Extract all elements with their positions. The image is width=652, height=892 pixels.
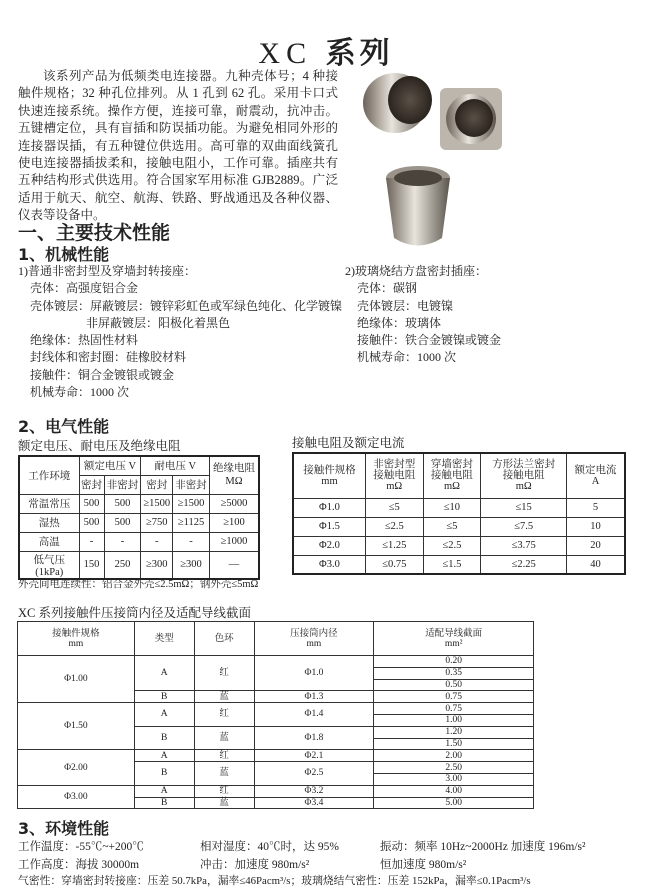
connector-product-photo xyxy=(350,58,510,253)
table-cell: 500 xyxy=(104,513,141,532)
table-row xyxy=(19,551,259,579)
table-row xyxy=(19,532,259,551)
wire-section-cell: 0.20 xyxy=(374,656,534,668)
spec-cell: Φ2.00 xyxy=(18,750,135,785)
table-cell: 10 xyxy=(567,517,625,536)
mech-spec-line: 非屏蔽镀层：阳极化着黑色 xyxy=(86,315,231,330)
env-airtightness: 气密性：穿墙密封转接座：压差 50.7kPa，漏率≤46Pacm³/s；玻璃烧结气密性：压差 152kPa，漏率≤0.1Pacm³/s xyxy=(18,875,531,887)
table-cell: 500 xyxy=(79,513,104,532)
table-cell: ≤2.5 xyxy=(365,517,423,536)
table-row xyxy=(19,494,259,513)
header-text: 接触电阻 xyxy=(502,470,545,482)
wire-section-cell: 4.00 xyxy=(374,785,534,797)
header-cell xyxy=(567,453,625,498)
header-text: 接触电阻 xyxy=(373,470,416,482)
type-cell: A xyxy=(134,703,194,727)
header-cell xyxy=(374,622,534,656)
header-text: mm xyxy=(306,638,322,649)
table-cell: ≤10 xyxy=(423,498,481,517)
env-temperature: 工作温度：-55℃~+200℃ xyxy=(18,841,144,853)
table-row xyxy=(18,703,534,715)
wire-section-cell: 0.35 xyxy=(374,667,534,679)
table-cell: 低气压(1kPa) xyxy=(19,551,79,579)
mech-spec-line: 壳体：高强度铝合金 xyxy=(30,281,139,296)
table-cell: ≤2.25 xyxy=(481,555,567,574)
mech-spec-line: 接触件：铁合金镀镍或镀金 xyxy=(357,333,502,348)
header-cell xyxy=(481,453,567,498)
header-cell xyxy=(254,622,374,656)
color-cell: 红 xyxy=(194,656,254,691)
table-cell: 高温 xyxy=(19,532,79,551)
mech-spec-line: 封线体和密封圈：硅橡胶材料 xyxy=(30,350,187,365)
mech-spec-line: 壳体：碳钢 xyxy=(357,281,418,296)
crimp-table-title: XC 系列接触件压接筒内径及适配导线截面 xyxy=(18,606,251,620)
table-row xyxy=(293,555,625,574)
header-text: mΩ xyxy=(443,481,460,493)
wire-section-cell: 0.75 xyxy=(374,691,534,703)
table-cell: — xyxy=(210,551,260,579)
header-cell xyxy=(365,453,423,498)
table-cell: 500 xyxy=(79,494,104,513)
table-cell: ≤1.25 xyxy=(365,536,423,555)
bore-cell: Φ3.2 xyxy=(254,785,374,797)
table-cell: 常温常压 xyxy=(19,494,79,513)
table-cell: Φ1.5 xyxy=(293,517,365,536)
header-text: 非密封型 xyxy=(373,459,416,471)
header-text: mΩ xyxy=(515,481,532,493)
bore-cell: Φ3.4 xyxy=(254,797,374,809)
wire-section-cell: 5.00 xyxy=(374,797,534,809)
table-cell: 250 xyxy=(104,551,141,579)
spec-cell: Φ1.50 xyxy=(18,703,135,750)
wire-section-cell: 0.75 xyxy=(374,703,534,715)
table-cell: ≤2.5 xyxy=(423,536,481,555)
mechanical-heading: 1、机械性能 xyxy=(18,245,110,264)
table-row xyxy=(18,656,534,668)
table-cell: ≥300 xyxy=(173,551,210,579)
table-cell: Φ2.0 xyxy=(293,536,365,555)
table-cell: ≤15 xyxy=(481,498,567,517)
crimp-table xyxy=(17,621,534,809)
color-cell: 蓝 xyxy=(194,691,254,703)
header-text: 穿墙密封 xyxy=(430,459,473,471)
header-cell xyxy=(18,622,135,656)
bore-cell: Φ1.0 xyxy=(254,656,374,691)
table-header-row xyxy=(293,453,625,498)
type-cell: A xyxy=(134,656,194,691)
table-row xyxy=(18,750,534,762)
env-acceleration: 恒加速度 980m/s² xyxy=(380,859,467,871)
table-cell: 150 xyxy=(79,551,104,579)
table-cell: Φ3.0 xyxy=(293,555,365,574)
intro-paragraph: 该系列产品为低频类电连接器。九种壳体号；4 种接触件规格；32 种孔位排列。从 1 孔到 62 孔。采用卡口式快速连接系统。操作方便，连接可靠，耐震动，抗冲击。五键槽定位，具有盲插和防误插功能。为避免相同外形的连接器误插，有五种键位供选用。高可靠的双曲面线簧孔使电连接器插拔柔和，接触电阻小，工作可靠。插座共有五种结构形式供选用。符合国家军用标准 GJB2889。广泛适用于航天、航空、航海、铁路、野战通迅及各种仪器、仪表等设备中。 xyxy=(18,69,338,223)
table-cell: ≥1500 xyxy=(173,494,210,513)
table-cell: - xyxy=(141,532,173,551)
table-cell: ≥300 xyxy=(141,551,173,579)
table-cell: ≤3.75 xyxy=(481,536,567,555)
color-cell: 红 xyxy=(194,703,254,727)
spec-cell: Φ3.00 xyxy=(18,785,135,809)
wire-section-cell: 0.50 xyxy=(374,679,534,691)
table-cell: ≤5 xyxy=(423,517,481,536)
table-cell: ≥5000 xyxy=(210,494,260,513)
table-cell: 40 xyxy=(567,555,625,574)
mech-spec-line: 机械寿命：1000 次 xyxy=(357,350,457,365)
wire-section-cell: 1.00 xyxy=(374,714,534,726)
header-cell xyxy=(134,622,194,656)
wire-section-cell: 2.00 xyxy=(374,750,534,762)
table-cell: ≤7.5 xyxy=(481,517,567,536)
table-cell: - xyxy=(104,532,141,551)
table-row xyxy=(18,785,534,797)
header-text: 额定电流 xyxy=(574,464,617,476)
header-cell xyxy=(194,622,254,656)
color-cell: 红 xyxy=(194,785,254,797)
wire-section-cell: 2.50 xyxy=(374,762,534,774)
header-text: 接触件规格 xyxy=(52,628,100,639)
header-text: mΩ xyxy=(386,481,403,493)
mech-spec-line: 绝缘体：玻璃体 xyxy=(357,315,442,330)
table-row xyxy=(19,513,259,532)
mech-spec-line: 接触件：铜合金镀银或镀金 xyxy=(30,367,175,382)
contact-resistance-table xyxy=(292,452,626,575)
table-cell: ≥750 xyxy=(141,513,173,532)
env-altitude: 工作高度：海拔 30000m xyxy=(18,859,140,871)
mech-spec-line: 绝缘体：热固性材料 xyxy=(30,333,139,348)
continuity-note: 外壳间电连续性：铝合金外壳≤2.5mΩ；钢外壳≤5mΩ xyxy=(18,579,259,590)
environment-heading: 3、环境性能 xyxy=(18,819,110,838)
type-cell: A xyxy=(134,785,194,797)
header-text: 类型 xyxy=(154,633,174,644)
type-cell: B xyxy=(134,762,194,786)
color-cell: 蓝 xyxy=(194,762,254,786)
header-text: A xyxy=(591,475,600,487)
type-cell: A xyxy=(134,750,194,762)
color-cell: 蓝 xyxy=(194,726,254,750)
header-text: 压接筒内径 xyxy=(290,628,338,639)
bore-cell: Φ1.3 xyxy=(254,691,374,703)
table-row xyxy=(293,517,625,536)
table-row xyxy=(293,498,625,517)
color-cell: 蓝 xyxy=(194,797,254,809)
table-cell: 5 xyxy=(567,498,625,517)
table-cell: 20 xyxy=(567,536,625,555)
env-shock: 冲击：加速度 980m/s² xyxy=(200,859,310,871)
type-cell: B xyxy=(134,726,194,750)
electrical-heading: 2、电气性能 xyxy=(18,417,110,436)
header-cell xyxy=(293,453,365,498)
table-cell: - xyxy=(173,532,210,551)
bore-cell: Φ2.1 xyxy=(254,750,374,762)
page-title: XC 系列 xyxy=(258,36,394,71)
type-cell: B xyxy=(134,691,194,703)
mech-spec-line: 壳体镀层：电镀镍 xyxy=(357,298,454,313)
env-vibration: 振动：频率 10Hz~2000Hz 加速度 196m/s² xyxy=(380,841,586,853)
table-cell: 500 xyxy=(104,494,141,513)
table-cell: ≥1125 xyxy=(173,513,210,532)
table-cell: 湿热 xyxy=(19,513,79,532)
header-text: 接触电阻 xyxy=(430,470,473,482)
section-main-specs: 一、主要技术性能 xyxy=(18,222,171,244)
table-cell: ≤5 xyxy=(365,498,423,517)
mech-spec-line: 壳体镀层：屏蔽镀层：镀锌彩虹色或军绿色纯化、化学镀镍 xyxy=(30,298,343,313)
type-cell: B xyxy=(134,797,194,809)
bore-cell: Φ1.4 xyxy=(254,703,374,727)
header-text: mm xyxy=(321,475,338,487)
wire-section-cell: 3.00 xyxy=(374,773,534,785)
table-cell: ≤0.75 xyxy=(365,555,423,574)
table-cell: - xyxy=(79,532,104,551)
voltage-table-title: 额定电压、耐电压及绝缘电阻 xyxy=(18,439,181,453)
bore-cell: Φ1.8 xyxy=(254,726,374,750)
header-text: 色环 xyxy=(214,633,234,644)
table-cell: ≥100 xyxy=(210,513,260,532)
header-text: mm² xyxy=(444,638,463,649)
table-header-row xyxy=(18,622,534,656)
header-text: mm xyxy=(68,638,84,649)
env-humidity: 相对湿度：40℃时，达 95% xyxy=(200,841,339,853)
contact-resistance-title: 接触电阻及额定电流 xyxy=(292,436,405,450)
table-cell: Φ1.0 xyxy=(293,498,365,517)
mech-left-column: 1)普通非密封型及穿墙封转接座： 壳体：高强度铝合金 壳体镀层：屏蔽镀层：镀锌彩虹色或军绿色纯化、化学镀镍 非屏蔽镀层：阳极化着黑色 绝缘体：热固性材料 封线体和密封圈：硅橡胶材料 接触件：铜合金镀银或镀金 机械寿命：1000 次 xyxy=(18,263,348,401)
spec-cell: Φ1.00 xyxy=(18,656,135,703)
header-text: 方形法兰密封 xyxy=(492,459,556,471)
header-cell xyxy=(423,453,481,498)
header-text: 适配导线截面 xyxy=(425,628,483,639)
wire-section-cell: 1.50 xyxy=(374,738,534,750)
color-cell: 红 xyxy=(194,750,254,762)
table-cell: ≤1.5 xyxy=(423,555,481,574)
voltage-table: 工作环境 额定电压 V 耐电压 V 绝缘电阻 MΩ 密封 非密封 密封 非密封 常温常压 500 500 ≥1500 ≥1500 ≥5000 湿热 500 500 ≥750 ≥1125 ≥100 高温 - - - - ≥1000 低气压(1kPa) 150 250 ≥300 ≥300 — xyxy=(18,455,260,580)
wire-section-cell: 1.20 xyxy=(374,726,534,738)
table-cell: ≥1000 xyxy=(210,532,260,551)
table-row xyxy=(293,536,625,555)
header-text: 接触件规格 xyxy=(303,464,356,476)
mech-spec-line: 机械寿命：1000 次 xyxy=(30,385,130,400)
mech-right-column: 2)玻璃烧结方盘密封插座： 壳体：碳钢 壳体镀层：电镀镍 绝缘体：玻璃体 接触件：铁合金镀镍或镀金 机械寿命：1000 次 xyxy=(345,263,645,367)
table-cell: ≥1500 xyxy=(141,494,173,513)
bore-cell: Φ2.5 xyxy=(254,762,374,786)
